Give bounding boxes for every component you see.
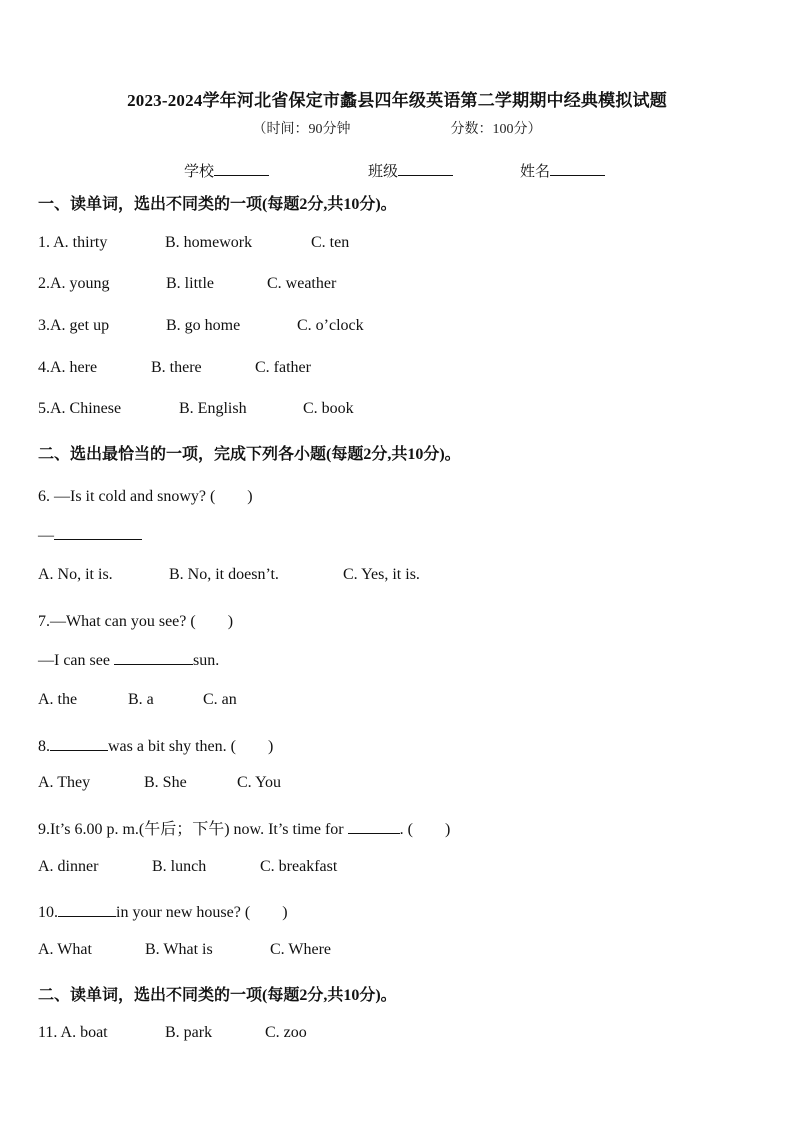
question-10-options [38,941,332,959]
q5-option-a: 5.A. Chinese [38,400,122,417]
q2-option-a: 2.A. young [38,275,110,292]
q10-blank [58,902,116,917]
q7-option-c: C. an [203,691,237,708]
question-8-options [38,774,282,792]
name-blank [550,161,605,176]
q7-answer-pre: —I can see [38,652,114,669]
q1-option-a: 1. A. thirty [38,234,108,251]
exam-title: 2023-2024学年河北省保定市蠡县四年级英语第二学期期中经典模拟试题 [127,91,667,110]
q8-number: 8. [38,738,50,755]
question-2 [38,275,337,293]
q10-option-c: C. Where [270,941,332,958]
score-info: 分数：100分） [450,122,542,137]
q9-option-a: A. dinner [38,858,99,875]
q5-option-c: C. book [303,400,354,417]
q7-option-a: A. the [38,691,78,708]
class-field [368,160,453,181]
name-label: 姓名 [520,164,551,180]
school-label: 学校 [184,164,215,180]
question-7-answer-line [38,650,219,670]
q11-option-a: 11. A. boat [38,1024,108,1041]
school-field [184,160,269,181]
question-1 [38,234,350,252]
q5-option-b: B. English [179,400,247,417]
question-7-options [38,691,237,709]
q8-stem-text: was a bit shy then. ( ) [108,738,274,755]
q2-option-c: C. weather [267,275,337,292]
q6-option-b: B. No, it doesn’t. [169,566,279,583]
q8-blank [50,736,108,751]
question-6-options [38,566,420,584]
q8-option-c: C. You [237,774,282,791]
q2-option-b: B. little [166,275,214,292]
q9-stem-text: 9.It’s 6.00 p. m.(午后；下午) now. It’s time for [38,821,348,838]
q3-option-a: 3.A. get up [38,317,110,334]
q9-option-c: C. breakfast [260,858,338,875]
question-9-options [38,858,338,876]
question-10-stem [38,899,288,922]
question-11 [38,1024,307,1042]
question-6-answer-line [38,525,142,545]
q3-option-b: B. go home [166,317,241,334]
q4-option-c: C. father [255,359,311,376]
q10-number: 10. [38,904,58,921]
q6-dash: — [38,527,54,544]
section-3-heading: 二、读单词，选出不同类的一项(每题2分,共10分)。 [38,987,397,1004]
question-8-stem [38,733,273,756]
q10-option-a: A. What [38,941,92,958]
q11-option-b: B. park [165,1024,213,1041]
name-field [520,160,605,181]
q8-option-a: A. They [38,774,91,791]
class-label: 班级 [368,164,399,180]
q1-option-c: C. ten [311,234,350,251]
exam-subtitle [0,118,794,138]
question-7-stem: 7.—What can you see? ( ) [38,613,234,630]
q6-blank [54,525,142,540]
question-6-stem: 6. —Is it cold and snowy? ( ) [38,488,253,505]
question-9-stem [38,816,450,839]
section-1-heading: 一、读单词，选出不同类的一项(每题2分,共10分)。 [38,196,397,213]
question-5 [38,400,354,418]
q4-option-b: B. there [151,359,202,376]
question-3 [38,317,364,335]
q11-option-c: C. zoo [265,1024,307,1041]
q1-option-b: B. homework [165,234,253,251]
q6-option-a: A. No, it is. [38,566,113,583]
q10-option-b: B. What is [145,941,213,958]
q4-option-a: 4.A. here [38,359,98,376]
q3-option-c: C. o’clock [297,317,364,334]
q8-option-b: B. She [144,774,187,791]
question-4 [38,359,311,377]
q9-stem-end: . ( ) [399,821,451,838]
section-2-heading: 二、选出最恰当的一项，完成下列各小题(每题2分,共10分)。 [38,446,461,463]
q9-blank [348,819,400,834]
q10-stem-text: in your new house? ( ) [116,904,288,921]
q7-answer-post: sun. [192,652,220,669]
time-info: （时间：90分钟 [252,122,351,137]
q9-option-b: B. lunch [152,858,207,875]
q7-option-b: B. a [128,691,154,708]
q6-option-c: C. Yes, it is. [343,566,420,583]
school-blank [214,161,269,176]
q7-blank [114,650,193,665]
class-blank [398,161,453,176]
